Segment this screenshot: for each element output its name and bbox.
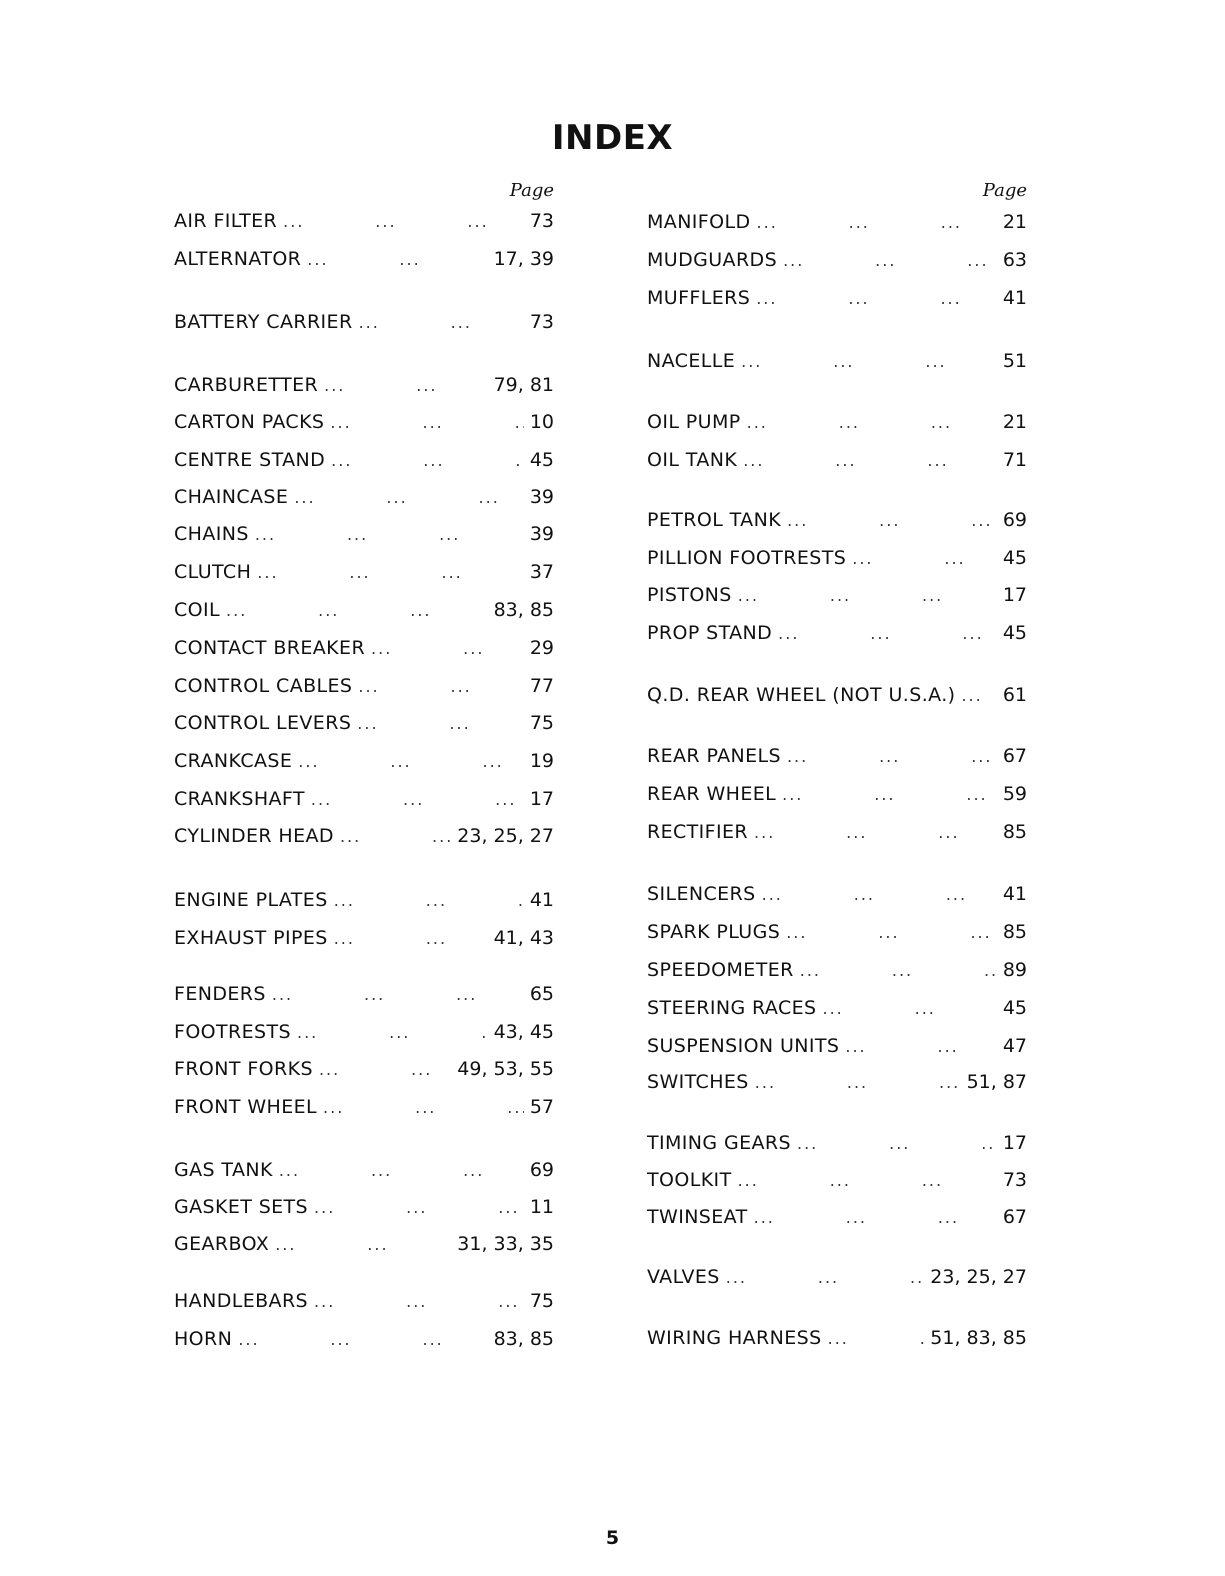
entry-page: 45 (1002, 997, 1027, 1019)
dot-leader (323, 1098, 524, 1117)
index-entry (647, 959, 1027, 981)
entry-page: 23, 25, 27 (457, 825, 554, 847)
index-entry (647, 1327, 1027, 1349)
index-entry (174, 1328, 554, 1350)
dot-leader (334, 891, 524, 910)
dot-leader (787, 511, 997, 530)
index-entry (174, 561, 554, 583)
dot-leader (845, 1037, 996, 1056)
entry-page: 65 (529, 983, 554, 1005)
entry-label: SUSPENSION UNITS (647, 1035, 840, 1057)
dot-leader (782, 785, 997, 804)
index-entry (647, 249, 1027, 271)
entry-page: 57 (529, 1096, 554, 1118)
entry-page: 71 (1002, 449, 1027, 471)
index-entry (174, 523, 554, 545)
entry-label: STEERING RACES (647, 997, 817, 1019)
index-entry (647, 350, 1027, 372)
entry-page: 79, 81 (493, 374, 554, 396)
entry-page: 85 (1002, 821, 1027, 843)
page-title: INDEX (551, 118, 674, 158)
entry-label: CRANKSHAFT (174, 788, 305, 810)
entry-page: 77 (529, 675, 554, 697)
index-entry (647, 1071, 1027, 1093)
page-number: 5 (605, 1527, 620, 1549)
index-entry (174, 1196, 554, 1218)
entry-page: 83, 85 (493, 1328, 554, 1350)
dot-leader (800, 961, 997, 980)
entry-page: 47 (1002, 1035, 1027, 1057)
dot-leader (297, 1023, 488, 1042)
dot-leader (762, 885, 997, 904)
entry-page: 69 (1002, 509, 1027, 531)
entry-page: 51 (1002, 350, 1027, 372)
index-column-left (174, 180, 554, 1350)
dot-leader (726, 1268, 925, 1287)
index-entry (174, 675, 554, 697)
entry-page: 45 (1002, 622, 1027, 644)
index-entry (647, 411, 1027, 433)
dot-leader (747, 413, 997, 432)
entry-page: 29 (529, 637, 554, 659)
entry-label: SWITCHES (647, 1071, 749, 1093)
entry-label: EXHAUST PIPES (174, 927, 328, 949)
dot-leader (294, 488, 524, 507)
entry-label: PETROL TANK (647, 509, 782, 531)
dot-leader (755, 1073, 961, 1092)
entry-page: 21 (1002, 211, 1027, 233)
entry-label: FOOTRESTS (174, 1021, 291, 1043)
entry-page: 39 (529, 523, 554, 545)
entry-label: MUFFLERS (647, 287, 751, 309)
entry-page: 37 (529, 561, 554, 583)
index-entry (174, 637, 554, 659)
index-entry (647, 622, 1027, 644)
entry-page: 83, 85 (493, 599, 554, 621)
entry-page: 51, 83, 85 (930, 1327, 1027, 1349)
dot-leader (311, 790, 524, 809)
index-entry (647, 547, 1027, 569)
dot-leader (787, 747, 997, 766)
index-entry (647, 584, 1027, 606)
entry-page: 41 (1002, 287, 1027, 309)
dot-leader (275, 1235, 451, 1254)
dot-leader (314, 1198, 524, 1217)
entry-page: 61 (1002, 684, 1027, 706)
dot-leader (255, 525, 524, 544)
dot-leader (358, 677, 523, 696)
dot-leader (334, 929, 488, 948)
entry-page: 85 (1002, 921, 1027, 943)
entry-label: WIRING HARNESS (647, 1327, 822, 1349)
index-entry (647, 783, 1027, 805)
index-entry (174, 750, 554, 772)
dot-leader (340, 827, 451, 846)
entry-page: 89 (1002, 959, 1027, 981)
dot-leader (852, 549, 997, 568)
entry-label: HORN (174, 1328, 233, 1350)
index-entry (174, 983, 554, 1005)
entry-label: PROP STAND (647, 622, 773, 644)
entry-label: NACELLE (647, 350, 736, 372)
dot-leader (238, 1330, 487, 1349)
index-entry (174, 1159, 554, 1181)
dot-leader (257, 563, 524, 582)
entry-label: FENDERS (174, 983, 266, 1005)
dot-leader (783, 251, 997, 270)
index-entry (174, 486, 554, 508)
entry-label: TOOLKIT (647, 1169, 732, 1191)
entry-page: 43, 45 (493, 1021, 554, 1043)
page-column-header: Page (509, 180, 554, 201)
entry-label: GASKET SETS (174, 1196, 309, 1218)
entry-page: 73 (529, 311, 554, 333)
dot-leader (754, 1208, 997, 1227)
entry-label: SILENCERS (647, 883, 756, 905)
entry-page: 19 (529, 750, 554, 772)
dot-leader (797, 1134, 997, 1153)
entry-label: CARTON PACKS (174, 411, 325, 433)
index-entry (174, 374, 554, 396)
entry-page: 31, 33, 35 (457, 1233, 554, 1255)
dot-leader (741, 352, 997, 371)
entry-label: ALTERNATOR (174, 248, 302, 270)
entry-label: MUDGUARDS (647, 249, 778, 271)
entry-label: Q.D. REAR WHEEL (NOT U.S.A.) (647, 684, 956, 706)
entry-page: 69 (529, 1159, 554, 1181)
entry-label: MANIFOLD (647, 211, 751, 233)
entry-page: 10 (529, 411, 554, 433)
index-entry (174, 248, 554, 270)
index-entry (174, 1233, 554, 1255)
entry-label: CONTACT BREAKER (174, 637, 366, 659)
index-entry (174, 712, 554, 734)
entry-label: REAR PANELS (647, 745, 781, 767)
index-entry (174, 599, 554, 621)
index-entry (647, 1132, 1027, 1154)
entry-page: 67 (1002, 1206, 1027, 1228)
dot-leader (319, 1060, 451, 1079)
entry-page: 21 (1002, 411, 1027, 433)
dot-leader (961, 686, 996, 705)
dot-leader (754, 823, 997, 842)
index-entry (647, 1266, 1027, 1288)
entry-label: CLUTCH (174, 561, 252, 583)
index-entry (174, 1058, 554, 1080)
entry-label: PISTONS (647, 584, 732, 606)
entry-page: 39 (529, 486, 554, 508)
entry-page: 59 (1002, 783, 1027, 805)
dot-leader (324, 376, 487, 395)
dot-leader (738, 586, 997, 605)
entry-label: SPARK PLUGS (647, 921, 781, 943)
index-entry (647, 509, 1027, 531)
entry-page: 51, 87 (966, 1071, 1027, 1093)
entry-page: 17 (529, 788, 554, 810)
index-entry (174, 927, 554, 949)
entry-label: PILLION FOOTRESTS (647, 547, 847, 569)
dot-leader (756, 289, 997, 308)
index-entry (647, 821, 1027, 843)
entry-page: 45 (529, 449, 554, 471)
dot-leader (359, 313, 524, 332)
dot-leader (307, 250, 487, 269)
dot-leader (279, 1161, 524, 1180)
entry-label: FRONT FORKS (174, 1058, 313, 1080)
index-entry (174, 825, 554, 847)
entry-label: ENGINE PLATES (174, 889, 328, 911)
entry-page: 17 (1002, 1132, 1027, 1154)
dot-leader (371, 639, 524, 658)
dot-leader (757, 213, 997, 232)
entry-label: CHAINCASE (174, 486, 289, 508)
index-entry (647, 211, 1027, 233)
dot-leader (272, 985, 524, 1004)
entry-page: 23, 25, 27 (930, 1266, 1027, 1288)
index-entry (647, 745, 1027, 767)
index-entry (647, 997, 1027, 1019)
entry-label: FRONT WHEEL (174, 1096, 318, 1118)
entry-page: 73 (1002, 1169, 1027, 1191)
index-entry (174, 411, 554, 433)
index-entry (647, 1169, 1027, 1191)
index-entry (647, 287, 1027, 309)
entry-label: CENTRE STAND (174, 449, 326, 471)
dot-leader (226, 601, 488, 620)
dot-leader (743, 451, 997, 470)
index-entry (174, 311, 554, 333)
entry-page: 63 (1002, 249, 1027, 271)
index-column-right (647, 180, 1027, 1349)
index-entry (174, 889, 554, 911)
entry-page: 75 (529, 712, 554, 734)
entry-label: CARBURETTER (174, 374, 319, 396)
dot-leader (298, 752, 524, 771)
page-column-header: Page (982, 180, 1027, 201)
entry-label: COIL (174, 599, 221, 621)
entry-label: HANDLEBARS (174, 1290, 309, 1312)
entry-label: CONTROL LEVERS (174, 712, 352, 734)
index-entry (174, 1021, 554, 1043)
entry-page: 73 (529, 210, 554, 232)
entry-page: 75 (529, 1290, 554, 1312)
index-entry (647, 449, 1027, 471)
dot-leader (786, 923, 997, 942)
entry-label: CHAINS (174, 523, 249, 545)
index-entry (647, 1206, 1027, 1228)
dot-leader (331, 451, 524, 470)
index-entry (174, 788, 554, 810)
entry-label: VALVES (647, 1266, 720, 1288)
dot-leader (330, 413, 523, 432)
entry-label: GEARBOX (174, 1233, 270, 1255)
dot-leader (283, 212, 524, 231)
entry-page: 17 (1002, 584, 1027, 606)
dot-leader (778, 624, 997, 643)
entry-page: 49, 53, 55 (457, 1058, 554, 1080)
index-entry (647, 883, 1027, 905)
entry-label: BATTERY CARRIER (174, 311, 353, 333)
index-entry (174, 1096, 554, 1118)
entry-label: RECTIFIER (647, 821, 749, 843)
entry-label: SPEEDOMETER (647, 959, 794, 981)
entry-label: CRANKCASE (174, 750, 293, 772)
index-entry (647, 1035, 1027, 1057)
entry-label: TIMING GEARS (647, 1132, 791, 1154)
entry-page: 41 (529, 889, 554, 911)
dot-leader (738, 1171, 997, 1190)
entry-label: GAS TANK (174, 1159, 273, 1181)
dot-leader (828, 1329, 925, 1348)
index-entry (174, 210, 554, 232)
entry-page: 45 (1002, 547, 1027, 569)
dot-leader (822, 999, 996, 1018)
entry-label: OIL TANK (647, 449, 738, 471)
entry-label: TWINSEAT (647, 1206, 748, 1228)
entry-page: 11 (529, 1196, 554, 1218)
entry-label: REAR WHEEL (647, 783, 777, 805)
entry-page: 41 (1002, 883, 1027, 905)
entry-page: 17, 39 (493, 248, 554, 270)
entry-label: CONTROL CABLES (174, 675, 353, 697)
entry-page: 67 (1002, 745, 1027, 767)
index-entry (647, 684, 1027, 706)
entry-label: CYLINDER HEAD (174, 825, 334, 847)
dot-leader (357, 714, 524, 733)
entry-page: 41, 43 (493, 927, 554, 949)
index-entry (174, 1290, 554, 1312)
entry-label: OIL PUMP (647, 411, 741, 433)
dot-leader (314, 1292, 524, 1311)
index-entry (647, 921, 1027, 943)
entry-label: AIR FILTER (174, 210, 278, 232)
index-entry (174, 449, 554, 471)
